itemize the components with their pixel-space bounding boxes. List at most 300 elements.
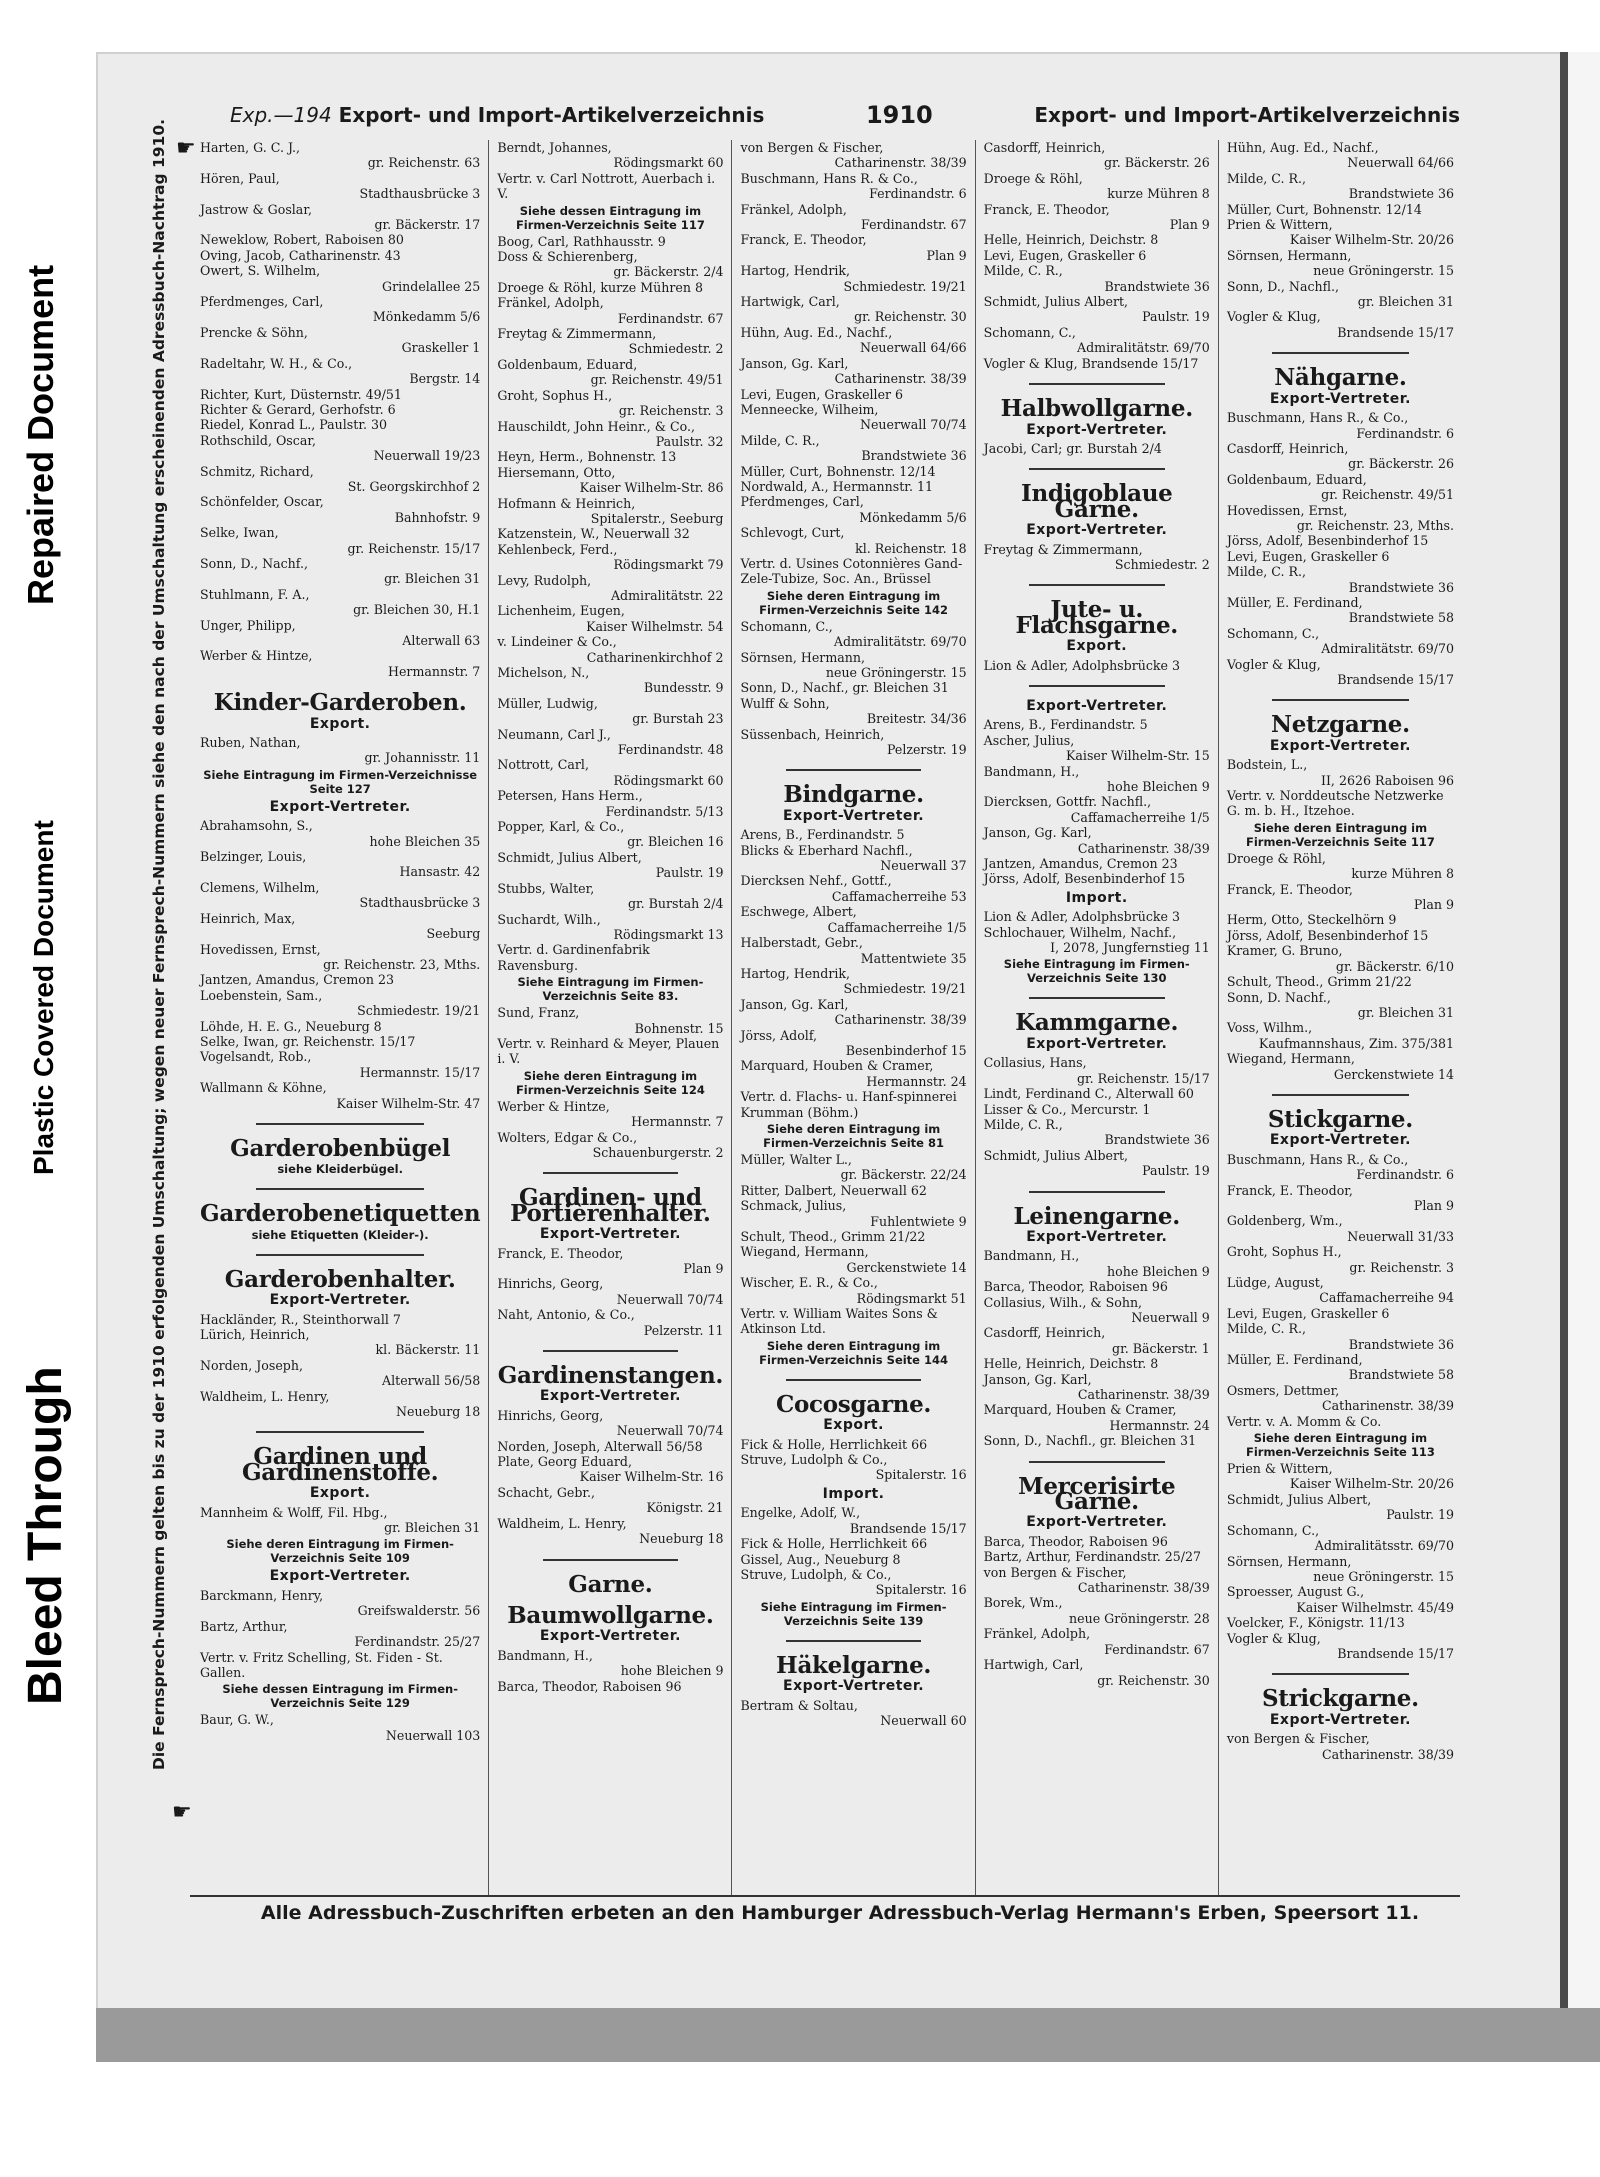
side-note: Die Fernsprech-Nummern gelten bis zu der 1910 erfolgenden Umschaltung; wegen neuer Fernsprech-Nummern siehe den nach der Umschaltung erscheinenden Adressbuch-Nachtrag 1910. — [150, 118, 168, 1770]
directory-entry — [497, 295, 723, 326]
entry-address: Plan 9 — [1413, 1197, 1454, 1213]
directory-entry — [1227, 1615, 1454, 1630]
directory-entry — [1227, 757, 1454, 788]
section-divider — [1029, 383, 1165, 385]
directory-entry — [200, 525, 480, 556]
entry-name: Wischer, E. R., & Co., — [740, 1275, 878, 1291]
directory-entry — [200, 1650, 480, 1681]
directory-entry — [200, 1389, 480, 1420]
reference-note: Siehe dessen Eintragung im Firmen-Verzeichnis Seite 117 — [515, 203, 705, 232]
entry-address: Pelzerstr. 11 — [643, 1322, 724, 1338]
entry-name: Hinrichs, Georg, — [497, 1407, 604, 1423]
section-heading: Halbwollgarne. — [1000, 395, 1193, 423]
directory-entry — [740, 1244, 966, 1275]
entry-name: Milde, C. R., — [983, 1116, 1063, 1132]
entry-name: Katzenstein, W., Neuerwall 32 — [497, 526, 690, 542]
entry-address: Caffamacherreihe 1/5 — [827, 919, 967, 935]
entry-name: Struve, Ludolph, & Co., — [740, 1566, 892, 1582]
entry-name: Vogler & Klug, — [1226, 309, 1321, 325]
directory-entry — [740, 1183, 966, 1198]
entry-name: Michelson, N., — [497, 665, 590, 680]
entry-name: Sund, Franz, — [497, 1005, 580, 1021]
entry-name: Fränkel, Adolph, — [740, 201, 847, 217]
entry-address: Neuerwall 103 — [385, 1727, 481, 1743]
subsection-heading: Export-Vertreter. — [1269, 1711, 1411, 1728]
directory-entry — [1227, 171, 1454, 202]
directory-entry — [497, 1307, 723, 1338]
entry-name: Voss, Wilhm., — [1226, 1020, 1313, 1036]
entry-name: Janson, Gg. Karl, — [983, 1371, 1092, 1387]
directory-entry — [497, 1036, 723, 1067]
directory-entry — [740, 935, 966, 966]
entry-address: Stadthausbrücke 3 — [359, 186, 481, 202]
entry-address: Rödingsmarkt 51 — [856, 1290, 967, 1306]
section-heading: Gardinenstangen. — [497, 1362, 724, 1390]
subsection-heading: Export-Vertreter. — [1026, 522, 1168, 539]
section-heading: Nähgarne. — [1274, 364, 1407, 392]
entry-name: Jastrow & Goslar, — [200, 201, 312, 217]
entry-address: Caffamacherreihe 53 — [831, 888, 967, 904]
entry-address: Spitalerstr. 16 — [875, 1582, 967, 1598]
pointing-hand-icon: ☛ — [172, 1800, 192, 1825]
directory-entry — [740, 873, 966, 904]
directory-entry — [1227, 851, 1454, 882]
entry-address: Ferdinandstr. 6 — [869, 186, 967, 202]
entry-name: Vogelsandt, Rob., — [200, 1049, 312, 1065]
directory-entry — [1227, 626, 1454, 657]
directory-entry — [1227, 657, 1454, 688]
entry-name: Lindt, Ferdinand C., Alterwall 60 — [983, 1086, 1194, 1102]
entry-name: Riedel, Konrad L., Paulstr. 30 — [200, 417, 387, 433]
entry-address: gr. Reichenstr. 30 — [854, 309, 967, 325]
directory-entry — [740, 464, 966, 479]
entry-name: Unger, Philipp, — [200, 617, 296, 633]
directory-entry — [200, 140, 480, 171]
label-repaired: Repaired Document — [20, 264, 61, 605]
entry-name: Jörss, Adolf, Besenbinderhof 15 — [1226, 927, 1429, 943]
directory-entry — [740, 966, 966, 997]
subsection-heading: Export-Vertreter. — [1026, 1035, 1168, 1052]
entry-address: gr. Burstah 2/4 — [627, 896, 724, 912]
section-divider — [543, 1172, 679, 1174]
entry-address: kurze Mühren 8 — [1107, 186, 1210, 202]
page-right-edge — [1560, 52, 1600, 2062]
subsection-heading: Export-Vertreter. — [539, 1388, 681, 1405]
directory-entry — [497, 1679, 723, 1694]
section-divider — [543, 1350, 679, 1352]
entry-name: Bandmann, H., — [983, 1248, 1080, 1264]
entry-name: Vertr. v. Fritz Schelling, St. Fiden - St. Gallen. — [200, 1649, 443, 1680]
entry-name: Harten, G. C. J., — [200, 140, 301, 155]
entry-address: Graskeller 1 — [401, 340, 481, 356]
directory-entry — [200, 202, 480, 233]
directory-entry — [497, 850, 723, 881]
directory-entry — [740, 232, 966, 263]
directory-entry — [200, 1080, 480, 1111]
section-heading: Leinengarne. — [1013, 1202, 1180, 1230]
entry-name: Wolters, Edgar & Co., — [497, 1129, 638, 1145]
entry-address: Plan 9 — [1413, 897, 1454, 913]
section-divider — [1272, 1094, 1408, 1096]
directory-entry — [200, 587, 480, 618]
directory-entry — [497, 449, 723, 464]
directory-entry — [200, 494, 480, 525]
section-divider — [1029, 685, 1165, 687]
directory-entry — [984, 1086, 1210, 1101]
entry-address: neue Gröningerstr. 15 — [825, 665, 967, 680]
entry-address: Neuerwall 31/33 — [1347, 1228, 1454, 1244]
entry-name: Sörnsen, Hermann, — [1226, 1553, 1352, 1569]
entry-address: Catharinenstr. 38/39 — [1077, 1580, 1210, 1596]
entry-address: Schmiedestr. 19/21 — [843, 981, 967, 997]
entry-address: Catharinenstr. 38/39 — [1077, 1387, 1210, 1402]
directory-entry — [200, 988, 480, 1019]
directory-entry — [984, 1148, 1210, 1179]
entry-address: gr. Johannisstr. 11 — [364, 750, 481, 766]
reference-note: Siehe Eintragung im Firmen-Verzeichnis Seite 83. — [517, 975, 704, 1004]
entry-name: Janson, Gg. Karl, — [740, 996, 849, 1012]
entry-address: hohe Bleichen 9 — [1107, 1263, 1210, 1279]
entry-name: Hartwigh, Carl, — [983, 1657, 1084, 1673]
entry-address: Gerckenstwiete 14 — [846, 1259, 967, 1275]
directory-entry — [740, 433, 966, 464]
directory-entry — [984, 1117, 1210, 1148]
section-divider — [256, 1254, 424, 1256]
entry-address: gr. Bäckerstr. 6/10 — [1335, 958, 1454, 974]
directory-entry — [200, 911, 480, 942]
entry-name: Hartog, Hendrik, — [740, 263, 850, 279]
directory-entry — [740, 997, 966, 1028]
entry-address: Admiralitätstr. 69/70 — [833, 634, 967, 650]
entry-name: Prien & Wittern, — [1226, 1461, 1333, 1477]
entry-name: Franck, E. Theodor, — [740, 232, 867, 248]
directory-entry — [1227, 410, 1454, 441]
directory-entry — [740, 479, 966, 494]
entry-address: Neuerwall 70/74 — [616, 1291, 724, 1307]
entry-address: St. Georgskirchhof 2 — [347, 478, 481, 494]
directory-entry — [497, 665, 723, 696]
entry-name: Norden, Joseph, Alterwall 56/58 — [497, 1438, 703, 1454]
page-footer: Alle Adressbuch-Zuschriften erbeten an den Hamburger Adressbuch-Verlag Hermann's Erben, Speersort 11. — [260, 1902, 1420, 1924]
directory-entry — [1227, 1183, 1454, 1214]
entry-address: Rödingsmarkt 60 — [613, 772, 724, 788]
directory-entry — [1227, 279, 1454, 310]
directory-entry — [1227, 248, 1454, 279]
entry-name: Voelcker, F., Königstr. 11/13 — [1226, 1615, 1405, 1631]
directory-entry — [200, 433, 480, 464]
entry-address: kl. Reichenstr. 18 — [855, 540, 967, 556]
entry-name: Müller, Walter L., — [740, 1151, 852, 1167]
reference-note: Siehe deren Eintragung im Firmen-Verzeichnis Seite 124 — [515, 1068, 705, 1097]
entry-address: Bergstr. 14 — [409, 371, 481, 387]
entry-address: Admiralitätstr. 69/70 — [1321, 641, 1454, 657]
directory-entry — [740, 294, 966, 325]
directory-entry — [984, 1295, 1210, 1326]
section-divider — [1029, 1191, 1165, 1193]
reference-note: Siehe deren Eintragung im Firmen-Verzeichnis Seite 142 — [759, 588, 948, 617]
entry-name: Blicks & Eberhard Nachfl., — [740, 842, 913, 858]
directory-entry — [200, 402, 480, 417]
entry-name: Hovedissen, Ernst, — [200, 941, 321, 957]
directory-entry — [1227, 217, 1454, 248]
section-heading: Baumwollgarne. — [507, 1601, 714, 1629]
entry-name: Bandmann, H., — [497, 1647, 593, 1663]
entry-address: Catharinenstr. 38/39 — [834, 371, 967, 387]
entry-address: Ferdinandstr. 67 — [617, 310, 724, 326]
entry-name: Vertr. v. Reinhard & Meyer, Plauen i. V. — [497, 1035, 720, 1067]
entry-address: Alterwall 56/58 — [382, 1373, 481, 1389]
entry-name: Osmers, Dettmer, — [1226, 1382, 1340, 1398]
directory-entry — [200, 556, 480, 587]
directory-entry — [497, 603, 723, 634]
section-divider — [256, 1188, 424, 1190]
directory-entry — [740, 356, 966, 387]
page-number: Exp.—194 — [230, 103, 332, 127]
entry-name: Richter, Kurt, Düsternstr. 49/51 — [200, 386, 402, 402]
entry-address: gr. Bäckerstr. 26 — [1348, 456, 1454, 472]
entry-name: Waldheim, L. Henry, — [200, 1388, 330, 1404]
subsection-heading: Export. — [309, 1485, 371, 1502]
directory-entry — [740, 1536, 966, 1551]
entry-address: hohe Bleichen 35 — [369, 833, 481, 849]
subsection-heading: Export-Vertreter. — [269, 1292, 411, 1309]
entry-address: Brandstwiete 36 — [861, 448, 967, 464]
entry-name: Lürich, Heinrich, — [200, 1327, 310, 1342]
directory-entry — [984, 1549, 1210, 1564]
entry-address: II, 2626 Raboisen 96 — [1320, 772, 1454, 788]
entry-name: Jantzen, Amandus, Cremon 23 — [983, 856, 1178, 872]
directory-entry — [200, 942, 480, 973]
entry-name: Goldenbaum, Eduard, — [1226, 471, 1367, 487]
reference-note: Siehe dessen Eintragung im Firmen-Verzeichnis Seite 129 — [222, 1682, 458, 1711]
directory-entry — [497, 912, 723, 943]
entry-address: hohe Bleichen 9 — [620, 1663, 724, 1679]
entry-name: Goldenbaum, Eduard, — [497, 356, 638, 372]
entry-address: Neuerwall 19/23 — [373, 448, 481, 464]
section-heading: Jute- u. Flachsgarne. — [1015, 596, 1178, 639]
entry-address: Schmiedestr. 2 — [1114, 556, 1210, 572]
entry-name: Fränkel, Adolph, — [497, 295, 604, 311]
directory-entry — [497, 357, 723, 388]
section-heading: Mercerisirte Garne. — [1018, 1472, 1176, 1516]
entry-name: Franck, E. Theodor, — [983, 201, 1110, 217]
entry-address: Kaiser Wilhelm-Str. 86 — [579, 480, 724, 496]
directory-entry — [200, 417, 480, 432]
entry-address: gr. Bäckerstr. 17 — [374, 217, 481, 233]
entry-name: Schult, Theod., Grimm 21/22 — [1226, 974, 1412, 990]
entry-name: Schomann, C., — [1226, 625, 1320, 641]
entry-name: Eschwege, Albert, — [740, 904, 857, 920]
section-heading: Strickgarne. — [1261, 1685, 1419, 1713]
entry-name: Hinrichs, Georg, — [497, 1276, 604, 1292]
entry-address: Paulstr. 32 — [655, 433, 724, 449]
entry-address: Ferdinandstr. 6 — [1356, 425, 1454, 441]
entry-name: Selke, Iwan, — [200, 525, 279, 541]
entry-name: Prien & Wittern, — [1226, 217, 1333, 233]
entry-name: Sproesser, August G., — [1226, 1584, 1365, 1600]
directory-entry — [984, 1325, 1210, 1356]
directory-entry — [1227, 1244, 1454, 1275]
entry-address: Neuerwall 9 — [1131, 1309, 1210, 1325]
directory-entry — [984, 1657, 1210, 1688]
entry-name: Boog, Carl, Rathhausstr. 9 — [497, 233, 666, 249]
directory-entry — [497, 249, 723, 280]
entry-name: von Bergen & Fischer, — [740, 140, 884, 155]
entry-address: Brandstwiete 36 — [1348, 186, 1454, 202]
entry-name: Schult, Theod., Grimm 21/22 — [740, 1229, 926, 1244]
entry-name: Jörss, Adolf, — [740, 1027, 818, 1043]
subsection-heading: Import. — [822, 1485, 885, 1502]
entry-address: Mattentwiete 35 — [860, 950, 967, 966]
entry-name: Diercksen Nehf., Gottf., — [740, 873, 892, 889]
subsection-heading: Import. — [1065, 889, 1128, 906]
directory-entry — [740, 556, 966, 587]
directory-entry — [984, 856, 1210, 871]
reference-note: Siehe Eintragung im Firmen-Verzeichnis Seite 139 — [760, 1599, 947, 1628]
section-heading: Bindgarne. — [783, 781, 924, 809]
entry-address: Plan 9 — [926, 247, 967, 263]
header-left-title: Export- und Import-Artikelverzeichnis — [338, 103, 765, 127]
entry-name: Lion & Adler, Adolphsbrücke 3 — [983, 909, 1180, 925]
entry-name: Wiegand, Hermann, — [1226, 1051, 1355, 1067]
entry-name: Vertr. v. A. Momm & Co. — [1226, 1413, 1382, 1429]
entry-name: Löhde, H. E. G., Neueburg 8 — [200, 1018, 382, 1034]
entry-name: Lüdge, August, — [1226, 1275, 1324, 1290]
entry-name: Levi, Eugen, Graskeller 6 — [740, 386, 904, 402]
section-heading: Gardinen- und Portièrenhalter. — [510, 1184, 711, 1227]
directory-entry — [1227, 1492, 1454, 1523]
subsection-heading: Export-Vertreter. — [539, 1226, 681, 1243]
entry-address: Admiralitätsstr. 69/70 — [1314, 1538, 1454, 1554]
directory-entry — [1227, 1731, 1454, 1762]
entry-address: Catharinenstr. 38/39 — [834, 155, 967, 171]
directory-entry — [497, 634, 723, 665]
directory-entry — [740, 387, 966, 402]
directory-entry — [1227, 1213, 1454, 1244]
header-right-title: Export- und Import-Artikelverzeichnis — [1034, 103, 1460, 127]
directory-entry — [1227, 1461, 1454, 1492]
directory-entry — [200, 294, 480, 325]
entry-name: Vogler & Klug, — [1226, 656, 1321, 672]
directory-entry — [740, 1505, 966, 1536]
entry-name: Hühn, Aug. Ed., Nachf., — [740, 324, 893, 340]
header-left — [230, 103, 764, 127]
entry-name: Bandmann, H., — [983, 763, 1080, 779]
directory-entry — [984, 1626, 1210, 1657]
directory-entry — [740, 202, 966, 233]
entry-name: Wallmann & Köhne, — [200, 1080, 327, 1096]
directory-entry — [984, 764, 1210, 795]
directory-entry — [984, 1372, 1210, 1403]
entry-address: Neuerwall 64/66 — [859, 340, 967, 356]
entry-name: Nordwald, A., Hermannstr. 11 — [740, 478, 933, 494]
entry-name: Jörss, Adolf, Besenbinderhof 15 — [983, 871, 1186, 887]
reference-note: Siehe deren Eintragung im Firmen-Verzeichnis Seite 117 — [1245, 820, 1435, 849]
directory-entry — [1227, 1306, 1454, 1321]
entry-address: Hermannstr. 15/17 — [359, 1064, 481, 1080]
directory-entry — [200, 1588, 480, 1619]
entry-name: Arens, B., Ferdinandstr. 5 — [983, 717, 1148, 733]
entry-name: Waldheim, L. Henry, — [497, 1515, 627, 1531]
subsection-heading: Export-Vertreter. — [1026, 1228, 1168, 1245]
directory-columns — [192, 140, 1462, 1895]
entry-name: Schmidt, Julius Albert, — [1226, 1491, 1372, 1507]
entry-name: Menneecke, Wilheim, — [740, 401, 879, 417]
entry-name: Hovedissen, Ernst, — [1226, 502, 1348, 518]
directory-entry — [740, 1306, 966, 1337]
directory-entry — [984, 1433, 1210, 1448]
directory-entry — [1227, 503, 1454, 534]
entry-name: Suchardt, Wilh., — [497, 911, 601, 927]
entry-name: Plate, Georg Eduard, — [497, 1454, 632, 1470]
section-divider — [786, 1379, 922, 1381]
directory-entry — [1227, 309, 1454, 340]
directory-entry — [497, 1130, 723, 1161]
entry-address: Brandstwiete 36 — [1104, 1132, 1210, 1148]
entry-address: kl. Bäckerstr. 11 — [375, 1342, 481, 1358]
entry-name: Franck, E. Theodor, — [497, 1245, 624, 1261]
entry-address: Plan 9 — [1169, 217, 1210, 233]
entry-name: Marquard, Houben & Cramer, — [983, 1402, 1177, 1418]
entry-name: Müller, Curt, Bohnenstr. 12/14 — [740, 463, 936, 479]
entry-name: Struve, Ludolph & Co., — [740, 1452, 888, 1468]
section-heading: Garderobenbügel — [230, 1134, 451, 1162]
entry-name: Hofmann & Heinrich, — [497, 495, 636, 511]
directory-entry — [1227, 1275, 1454, 1306]
directory-entry — [200, 1019, 480, 1034]
entry-address: Mönkedamm 5/6 — [372, 309, 481, 325]
entry-name: Milde, C. R., — [983, 263, 1063, 279]
entry-address: Brandsende 15/17 — [1337, 324, 1454, 340]
entry-name: Schmidt, Julius Albert, — [497, 849, 642, 865]
directory-entry — [200, 1312, 480, 1327]
entry-address: Ferdinandstr. 67 — [861, 217, 967, 233]
directory-entry — [1227, 1352, 1454, 1383]
directory-entry — [740, 1028, 966, 1059]
entry-address: gr. Bleichen 31 — [384, 1520, 481, 1536]
column-3 — [732, 140, 975, 1895]
entry-name: Lisser & Co., Mercurstr. 1 — [983, 1101, 1151, 1117]
page-header — [230, 100, 1460, 130]
directory-entry — [984, 1534, 1210, 1549]
entry-address: Catharinenstr. 38/39 — [1321, 1746, 1454, 1762]
entry-address: gr. Bleichen 31 — [1357, 1004, 1454, 1020]
section-heading: Netzgarne. — [1271, 711, 1410, 739]
entry-address: gr. Bäckerstr. 26 — [1104, 155, 1210, 171]
section-divider — [786, 1640, 922, 1642]
entry-name: Sonn, D. Nachf., — [1226, 989, 1331, 1005]
entry-address: Kaiser Wilhelmstr. 45/49 — [1296, 1599, 1454, 1615]
directory-entry — [740, 402, 966, 433]
subsection-heading: Export-Vertreter. — [539, 1628, 681, 1645]
directory-entry — [984, 909, 1210, 924]
entry-address: Schmiedestr. 19/21 — [843, 278, 967, 294]
directory-entry — [740, 1275, 966, 1306]
entry-address: gr. Reichenstr. 3 — [1349, 1259, 1454, 1275]
entry-address: Catharinenstr. 38/39 — [1077, 840, 1210, 856]
entry-address: Pelzerstr. 19 — [886, 742, 967, 758]
entry-address: neue Gröningerstr. 15 — [1313, 1568, 1454, 1584]
entry-address: Ferdinandstr. 5/13 — [605, 803, 724, 819]
column-4 — [976, 140, 1219, 1895]
entry-address: Kaiser Wilhelmstr. 54 — [586, 618, 724, 634]
entry-address: Hermannstr. 24 — [866, 1073, 967, 1089]
entry-name: Sonn, D., Nachfl., gr. Bleichen 31 — [983, 1433, 1197, 1449]
entry-name: von Bergen & Fischer, — [983, 1564, 1127, 1580]
directory-entry — [984, 294, 1210, 325]
section-heading: Garderobenhalter. — [224, 1265, 456, 1293]
directory-entry — [200, 248, 480, 263]
